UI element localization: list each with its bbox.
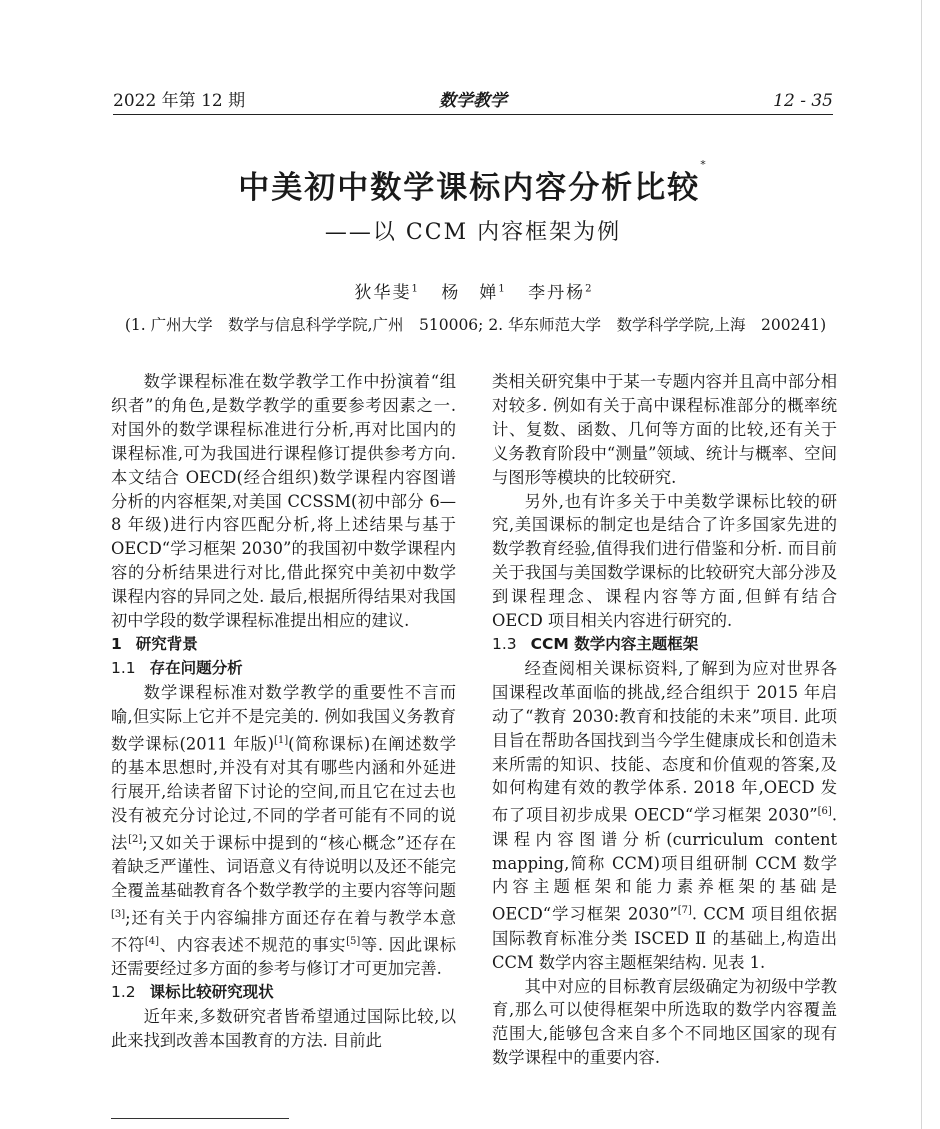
paper-title xyxy=(113,158,833,207)
intro-paragraph: 数学课程标准在数学教学工作中扮演着“组织者”的角色,是数学教学的重要参考因素之一. 对国外的数学课程标准进行分析,再对比国内的课程标准,可为我国进行课程修订提供参考方向. 本文结合 OECD(经合组织)数学课程内容图谱分析的内容框架,对美国 CCSSM(初中部分 6—8 年级)进行内容匹配分析,将上述结果与基于 OECD“学习框架 2030”的我国初中数学课程内容的分析结果进行对比,借此探究中美初中数学课程内容的异同之处. 最后,根据所得结果对我国初中学段的数学课程标准提出相应的建议. xyxy=(111,372,456,631)
paper-subtitle: ——以 CCM 内容框架为例 xyxy=(324,220,622,245)
citation-ref[interactable]: [3] xyxy=(111,908,126,920)
paragraph-1-2b: 另外,也有许多关于中美数学课标比较的研究,美国课标的制定也是结合了许多国家先进的数学教育经验,值得我们进行借鉴和分析. 而目前关于我国与美国数学课标的比较研究大部分涉及到课程理念、课程内容等方面,但鲜有结合 OECD 项目相关内容进行研究的. xyxy=(492,491,837,631)
footnote-rule xyxy=(111,1118,289,1119)
citation-ref[interactable]: [2] xyxy=(128,833,143,845)
paragraph-1-2-continued: 类相关研究集中于某一专题内容并且高中部分相对较多. 例如有关于高中课程标准部分的概率统计、复数、函数、几何等方面的比较,还有关于义务教育阶段中“测量”领域、统计与概率、空间与图形等模块的比较研究. xyxy=(492,372,837,487)
page-range: 12 - 35 xyxy=(773,91,833,111)
affiliations: (1. 广州大学 数学与信息科学学院,广州 510006; 2. 华东师范大学 数学科学学院,上海 200241) xyxy=(124,316,827,334)
author-list xyxy=(113,278,833,303)
title-main: 中美初中数学课标内容分析比较 xyxy=(238,170,701,206)
citation-ref[interactable]: [5] xyxy=(346,936,361,948)
running-header xyxy=(113,88,833,115)
section-heading-1: 1 研究背景 xyxy=(111,634,198,653)
citation-ref[interactable]: [1] xyxy=(274,734,289,746)
paragraph-1-3b: 其中对应的目标教育层级确定为初级中学教育,那么可以使得框架中所选取的数学内容覆盖范围大,能够包含来自多个不同地区国家的现有数学课程中的重要内容. xyxy=(492,976,837,1068)
paragraph-1-1: 数学课程标准对数学教学的重要性不言而喻,但实际上它并不是完美的. 例如我国义务教育数学课标(2011 年版)[1](简称课标)在阐述数学的基本思想时,并没有对其有哪些内涵和外延进行展开,给读者留下讨论的空间,而且它在过去也没有被充分讨论过,不同的学者可能有不同的说法[2];又如关于课标中提到的“核心概念”还存在着缺乏严谨性、词语意义有待说明以及还不能完全覆盖基础教育各个数学教学的主要内容等问题[3];还有关于内容编排方面还存在着与教学本意不符[4]、内容表述不规范的事实[5]等. 因此课标还需要经过多方面的参考与修订才可更加完善. xyxy=(111,682,456,979)
issue-label: 2022 年第 12 期 xyxy=(113,91,246,111)
section-heading-1-2: 1.2 课标比较研究现状 xyxy=(111,983,274,1002)
section-heading-1-1: 1.1 存在问题分析 xyxy=(111,658,243,677)
author: 李丹杨$^2$ xyxy=(528,283,592,303)
author: 狄华斐$^1$ xyxy=(354,283,418,303)
paragraph-1-2: 近年来,多数研究者皆希望通过国际比较,以此来找到改善本国教育的方法. 目前此 xyxy=(111,1007,456,1051)
journal-name: 数学教学 xyxy=(439,91,507,111)
citation-ref[interactable]: [7] xyxy=(677,905,692,917)
citation-ref[interactable]: [6] xyxy=(817,806,832,818)
right-column xyxy=(492,370,837,1070)
title-footnote-mark: * xyxy=(700,158,708,171)
citation-ref[interactable]: [4] xyxy=(144,936,160,948)
section-heading-1-3: 1.3 CCM 数学内容主题框架 xyxy=(492,634,699,653)
paragraph-1-3: 经查阅相关课标资料,了解到为应对世界各国课程改革面临的挑战,经合组织于 2015 年启动了“教育 2030:教育和技能的未来”项目. 此项目旨在帮助各国找到当今学生健康成长和创造未来所需的知识、技能、态度和价值观的答案,及如何构建有效的教学体系. 2018 年,OECD 发布了项目初步成果 OECD“学习框架 2030”[6]. 课程内容图谱分析(curriculum content mapping,简称 CCM)项目组研制 CCM 数学内容主题框架和能力素养框架的基础是 OECD“学习框架 2030”[7]. CCM 项目组依据国际教育标准分类 ISCED Ⅱ 的基础上,构造出 CCM 数学内容主题框架结构. 见表 1. xyxy=(492,658,837,972)
left-column xyxy=(111,370,456,1053)
author: 杨 婵$^1$ xyxy=(441,283,505,303)
page-edge-line xyxy=(921,0,922,1129)
